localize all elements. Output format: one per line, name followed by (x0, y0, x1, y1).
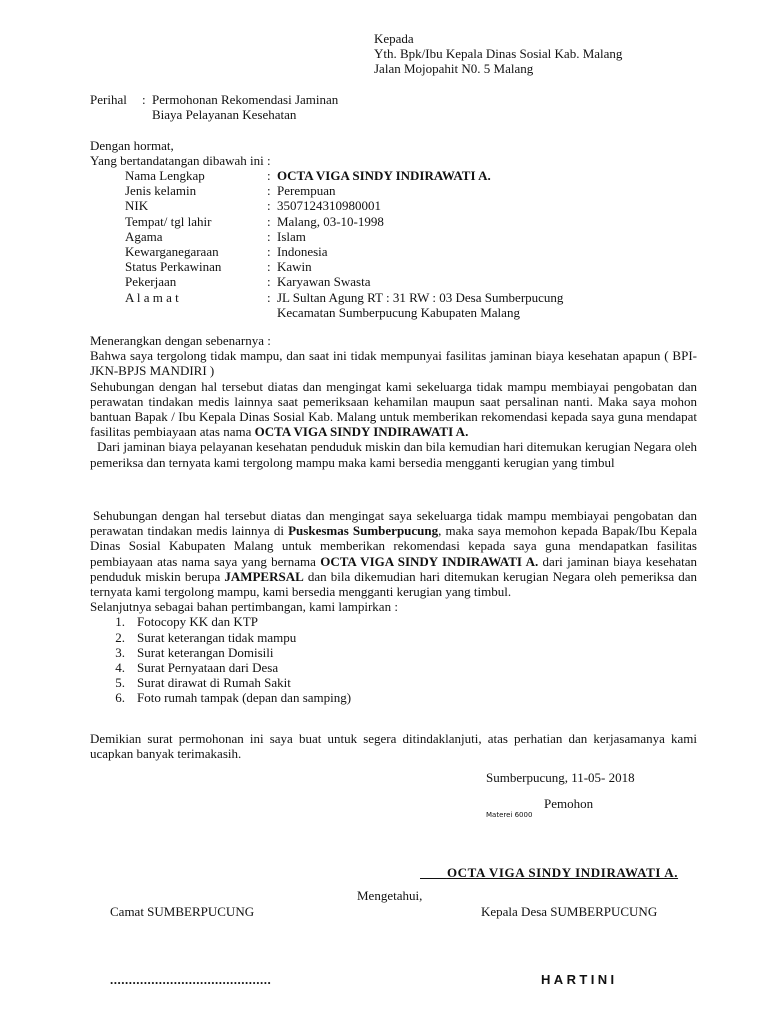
subdistrict-head-title: Camat SUMBERPUCUNG (110, 904, 255, 919)
identity-row (125, 168, 645, 183)
attachment-text: Fotocopy KK dan KTP (137, 614, 258, 630)
identity-row (125, 214, 645, 229)
attachment-item (90, 630, 697, 645)
place-date: Sumberpucung, 11-05- 2018 (486, 770, 635, 785)
identity-table (125, 168, 645, 320)
subject-line: Permohonan Rekomendasi Jaminan (152, 92, 339, 107)
request-text: Sehubungan dengan hal tersebut diatas dan mengingat saya sekeluarga tidak mampu membiayai pengobatan dan perawatan tindakan medis lainnya di (90, 508, 697, 539)
attachment-number: 3. (115, 644, 125, 660)
applicant-signature-name (420, 865, 678, 880)
identity-colon: : (267, 183, 271, 199)
attachment-list (90, 614, 697, 705)
identity-label: A l a m a t (125, 289, 179, 305)
subject-label: Perihal (90, 92, 127, 107)
closing-paragraph: Demikian surat permohonan ini saya buat untuk segera ditindaklanjuti, atas perhatian dan kerjasamanya kami ucapkan banyak terimakasih. (90, 731, 697, 762)
attachment-text: Surat keterangan Domisili (137, 644, 274, 660)
subject-text (152, 92, 452, 122)
identity-value: Kawin (277, 259, 312, 275)
identity-label: Nama Lengkap (125, 168, 205, 183)
address-line: Kecamatan Sumberpucung Kabupaten Malang (277, 304, 520, 320)
village-head-name: HARTINI (541, 972, 618, 987)
identity-value: Indonesia (277, 244, 328, 260)
statement-paragraph: Dari jaminan biaya pelayanan kesehatan penduduk miskin dan bila kemudian hari ditemukan kerugian Negara oleh pemeriksa dan ternyata kami tergolong mampu maka kami bersedia mengganti kerugian yang timbul (90, 439, 697, 470)
identity-label: Tempat/ tgl lahir (125, 213, 212, 229)
identity-intro: Yang bertandatangan dibawah ini : (90, 153, 271, 168)
identity-colon: : (267, 198, 271, 214)
village-head-title: Kepala Desa SUMBERPUCUNG (481, 904, 658, 919)
attachment-text: Surat dirawat di Rumah Sakit (137, 675, 291, 691)
attachment-number: 2. (115, 629, 125, 645)
applicant-name-text: OCTA VIGA SINDY INDIRAWATI A. (446, 865, 679, 880)
identity-label: Kewarganegaraan (125, 244, 219, 260)
identity-colon: : (267, 228, 271, 244)
identity-label: Status Perkawinan (125, 259, 222, 275)
statement-section (90, 333, 697, 470)
identity-label: Agama (125, 228, 163, 244)
identity-colon: : (267, 274, 271, 290)
request-text: dari jaminan biaya kesehatan penduduk miskin berupa (90, 553, 697, 584)
identity-colon: : (267, 259, 271, 275)
identity-row (125, 274, 645, 289)
identity-row (125, 290, 645, 320)
identity-label: NIK (125, 198, 149, 214)
identity-label: Pekerjaan (125, 274, 177, 290)
identity-colon: : (267, 289, 271, 305)
request-paragraph (90, 508, 697, 599)
attachment-item (90, 614, 697, 629)
identity-value: OCTA VIGA SINDY INDIRAWATI A. (277, 168, 491, 183)
salutation: Dengan hormat, (90, 138, 174, 153)
recipient-line: Jalan Mojopahit N0. 5 Malang (374, 61, 534, 77)
attachment-number: 4. (115, 660, 125, 676)
identity-row (125, 259, 645, 274)
statement-paragraph: Bahwa saya tergolong tidak mampu, dan saat ini tidak mempunyai fasilitas jaminan biaya kesehatan apapun ( BPI-JKN-BPJS MANDIRI ) (90, 348, 697, 379)
subject-line: Biaya Pelayanan Kesehatan (152, 107, 297, 123)
attachment-item (90, 690, 697, 705)
clinic-name: Puskesmas Sumberpucung (288, 523, 439, 539)
stamp-text: Materei 6000 (486, 811, 533, 819)
request-text: , maka saya memohon kepada Bapak/Ibu Kepala Dinas Sosial Kabupaten Malang untuk memberikan rekomendasi kepada saya guna mendapatkan fasilitas pembiayaan atas nama saya yang bernama (90, 523, 697, 569)
subject-colon: : (142, 92, 146, 107)
request-section (90, 508, 697, 706)
attachment-intro: Selanjutnya sebagai bahan pertimbangan, kami lampirkan : (90, 599, 398, 615)
identity-value: Karyawan Swasta (277, 274, 371, 290)
identity-value: 3507124310980001 (277, 198, 381, 214)
attachment-text: Foto rumah tampak (depan dan samping) (137, 690, 352, 706)
applicant-name-inline: OCTA VIGA SINDY INDIRAWATI A. (320, 553, 539, 569)
attachment-number: 6. (115, 690, 125, 706)
statement-paragraph (90, 379, 697, 440)
identity-row (125, 229, 645, 244)
applicant-name-inline: OCTA VIGA SINDY INDIRAWATI A. (254, 424, 469, 440)
subdistrict-head-name-blank: ........................................... (110, 972, 272, 987)
identity-value: Islam (277, 228, 306, 244)
attachment-item (90, 660, 697, 675)
recipient-line: Kepada (374, 31, 414, 46)
applicant-label: Pemohon (544, 796, 594, 811)
attachment-item (90, 675, 697, 690)
identity-value: Malang, 03-10-1998 (277, 213, 384, 229)
address-line: JL Sultan Agung RT : 31 RW : 03 Desa Sumberpucung (277, 289, 564, 305)
identity-row (125, 198, 645, 213)
identity-colon: : (267, 213, 271, 229)
recipient-line: Yth. Bpk/Ibu Kepala Dinas Sosial Kab. Malang (374, 46, 623, 62)
attachment-number: 5. (115, 675, 125, 691)
recipient-block (374, 31, 714, 77)
identity-value: Perempuan (277, 183, 336, 199)
attachment-item (90, 645, 697, 660)
identity-row (125, 244, 645, 259)
program-name: JAMPERSAL (224, 568, 304, 584)
attachment-number: 1. (115, 614, 125, 630)
statement-text: Sehubungan dengan hal tersebut diatas dan mengingat kami sekeluarga tidak mampu membiayai pengobatan dan perawatan tindakan medis lainnya saat pemeriksaan kehamilan maupun saat persalinan nanti. Maka saya mohon bantuan Bapak / Ibu Kepala Dinas Sosial Kab. Malang untuk memberikan rekomendasi kepada saya guna mendapat fasilitas pembiayaan atas nama (90, 378, 697, 440)
acknowledged-label: Mengetahui, (357, 888, 423, 903)
request-text: dan bila dikemudian hari ditemukan kerugian Negara oleh pemeriksa dan ternyata kami tergolong mampu, kami bersedia mengganti kerugian yang timbul. (90, 568, 697, 600)
attachment-text: Surat Pernyataan dari Desa (137, 660, 279, 676)
identity-colon: : (267, 168, 271, 183)
attachment-text: Surat keterangan tidak mampu (137, 629, 297, 645)
identity-colon: : (267, 244, 271, 260)
identity-label: Jenis kelamin (125, 183, 197, 199)
statement-intro: Menerangkan dengan sebenarnya : (90, 333, 271, 348)
identity-row (125, 183, 645, 198)
identity-value (277, 290, 645, 320)
